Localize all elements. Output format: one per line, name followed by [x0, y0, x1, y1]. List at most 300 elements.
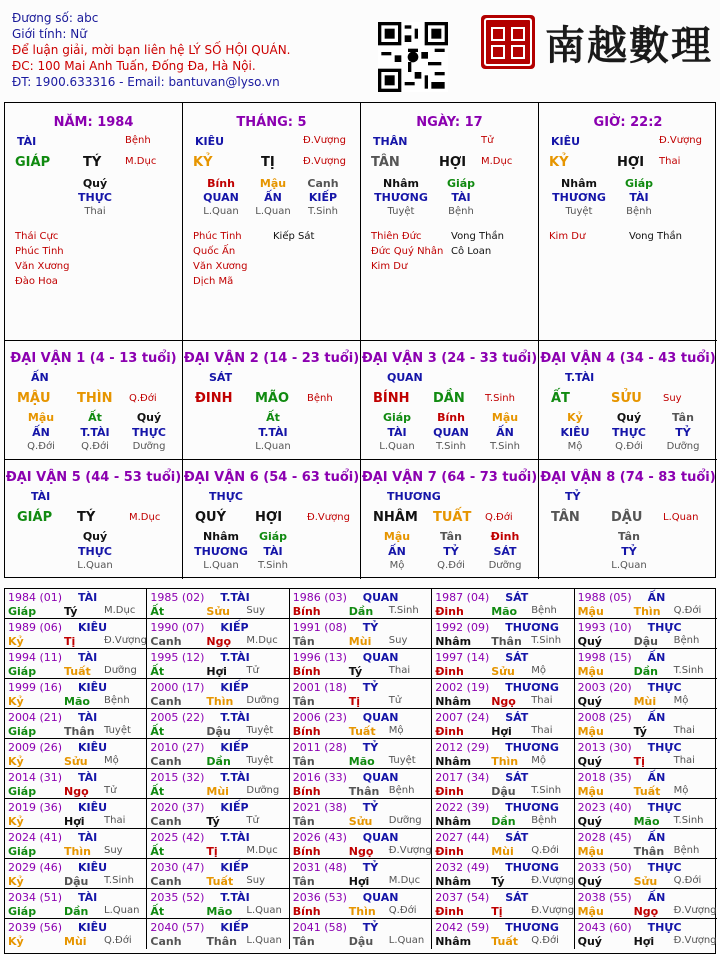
year-stem: Kỷ — [8, 635, 24, 648]
year-branch: Tuất — [348, 725, 376, 738]
year-state: T.Sinh — [531, 635, 562, 646]
dai-van-hidden-stem: Tân — [672, 411, 694, 424]
year-stem: Mậu — [577, 845, 604, 858]
hidden-state: Tuyệt — [387, 206, 415, 217]
year-state: Mộ — [673, 695, 689, 706]
year-label: 2016 (33) — [292, 771, 347, 784]
year-cell — [575, 589, 717, 619]
year-state: Bệnh — [531, 605, 557, 616]
dai-van-branch: TÝ — [77, 510, 96, 525]
year-state: M.Dục — [104, 605, 136, 616]
year-branch: Thìn — [64, 845, 91, 858]
year-stem: Nhâm — [435, 935, 472, 948]
year-branch: Sửu — [491, 665, 515, 678]
year-cell — [147, 649, 289, 679]
year-label: 2003 (20) — [577, 681, 632, 694]
year-label: 2024 (41) — [8, 831, 63, 844]
year-label: 1998 (15) — [577, 651, 632, 664]
year-branch: Mão — [206, 905, 233, 918]
year-branch: Tý — [633, 725, 647, 738]
dai-van-title: ĐẠI VẬN 3 (24 - 33 tuổi) — [361, 351, 538, 366]
year-label: 2029 (46) — [8, 861, 63, 874]
year-branch: Thân — [64, 725, 95, 738]
year-god: KIÊU — [78, 741, 108, 754]
dai-van-stem: ĐINH — [195, 391, 233, 406]
year-cell — [147, 739, 289, 769]
year-state: Suy — [246, 605, 265, 616]
year-label: 1984 (01) — [8, 591, 63, 604]
year-state: Dưỡng — [388, 815, 422, 826]
year-branch: Tuất — [64, 665, 91, 678]
dai-van-hidden-god: ẤN — [388, 545, 406, 558]
year-stem: Giáp — [8, 665, 37, 678]
dai-van-hidden-god: TÀI — [387, 426, 407, 439]
year-cell — [147, 679, 289, 709]
dai-van-state: M.Dục — [129, 512, 161, 523]
year-label: 2028 (45) — [577, 831, 632, 844]
year-cell — [290, 799, 432, 829]
dai-van-state: Đ.Vượng — [307, 512, 350, 523]
hidden-god: KIẾP — [308, 191, 338, 204]
dai-van-stem-god: TỶ — [565, 490, 581, 503]
year-stem: Quý — [577, 815, 602, 828]
dai-van-hidden-god: THỰC — [132, 426, 166, 439]
year-god: THỰC — [647, 921, 682, 934]
dai-van-state: Suy — [663, 393, 682, 404]
year-stem: Giáp — [8, 845, 37, 858]
year-stem: Bính — [292, 665, 321, 678]
year-state: Mộ — [531, 755, 546, 766]
inauspicious-star: Cô Loan — [451, 246, 492, 257]
year-state: Tử — [246, 665, 259, 676]
dai-van-state: Q.Đới — [129, 393, 157, 404]
year-stem: Ất — [150, 665, 165, 678]
auspicious-star: Kim Dư — [371, 261, 408, 272]
year-label: 2023 (40) — [577, 801, 632, 814]
auspicious-star: Thái Cực — [15, 231, 59, 242]
year-label: 2030 (47) — [150, 861, 205, 874]
year-state: M.Dục — [246, 635, 278, 646]
year-stem: Ất — [150, 605, 165, 618]
dai-van-hidden-state: Dưỡng — [488, 560, 522, 571]
auspicious-star: Quốc Ấn — [193, 246, 236, 257]
year-stem: Bính — [292, 725, 321, 738]
dai-van-hidden-state: Q.Đới — [27, 441, 55, 452]
year-state: Dưỡng — [246, 695, 280, 706]
dai-van-hidden-god: T.TÀI — [258, 426, 288, 439]
dai-van-cell — [5, 341, 183, 460]
red-seal-icon — [478, 12, 538, 72]
year-stem: Ất — [150, 725, 165, 738]
year-label: 2005 (22) — [150, 711, 205, 724]
year-cell — [432, 709, 574, 739]
year-stem: Tân — [292, 635, 315, 648]
year-god: TỶ — [362, 801, 379, 814]
year-branch: Hợi — [348, 875, 370, 888]
year-god: SÁT — [505, 591, 529, 604]
year-god: ẤN — [647, 831, 666, 844]
year-stem: Bính — [292, 785, 321, 798]
year-cell — [290, 769, 432, 799]
dai-van-hidden-stem: Kỷ — [567, 411, 583, 424]
year-state: Q.Đới — [531, 935, 559, 946]
year-god: SÁT — [505, 711, 529, 724]
dai-van-branch: HỢI — [255, 510, 283, 525]
dai-van-hidden-state: T.Sinh — [436, 441, 466, 452]
year-god: THỰC — [647, 741, 682, 754]
earthly-branch: TỊ — [261, 155, 275, 170]
year-label: 2038 (55) — [577, 891, 632, 904]
dai-van-hidden-god: TÀI — [263, 545, 283, 558]
dai-van-hidden-stem: Bính — [437, 411, 465, 424]
year-label: 2041 (58) — [292, 921, 347, 934]
year-stem: Đinh — [435, 845, 464, 858]
year-state: L.Quan — [388, 935, 425, 946]
dai-van-hidden-state: Dưỡng — [132, 441, 166, 452]
dai-van-hidden-stem: Ất — [266, 411, 280, 424]
dai-van-branch: THÌN — [77, 391, 113, 406]
year-god: ẤN — [647, 591, 666, 604]
branch-state: M.Dục — [125, 156, 157, 167]
branch-state: Thai — [659, 156, 681, 167]
year-branch: Tý — [64, 605, 78, 618]
year-branch: Dậu — [64, 875, 89, 888]
hidden-god: THỰC — [78, 191, 112, 204]
year-label: 2040 (57) — [150, 921, 205, 934]
pillar-grid — [4, 102, 716, 578]
year-stem: Ất — [150, 845, 165, 858]
year-state: Bệnh — [673, 845, 700, 856]
year-state: Q.Đới — [531, 845, 559, 856]
auspicious-star: Phúc Tinh — [193, 231, 242, 242]
dai-van-hidden-stem: Giáp — [258, 530, 288, 543]
year-branch: Thìn — [348, 905, 376, 918]
contact-phone-email: ĐT: 1900.633316 - Email: bantuvan@lyso.vn — [12, 75, 280, 89]
year-branch: Ngọ — [206, 635, 232, 648]
year-cell — [575, 919, 717, 949]
owner-gender: Giới tính: Nữ — [12, 27, 87, 41]
heavenly-stem: KỶ — [193, 155, 213, 170]
dai-van-hidden-god: KIÊU — [560, 426, 590, 439]
year-label: 2021 (38) — [292, 801, 347, 814]
year-god: SÁT — [505, 771, 529, 784]
hidden-god: THƯƠNG — [552, 191, 606, 204]
year-state: Mộ — [531, 665, 546, 676]
pillar-title: GIỜ: 22:2 — [593, 115, 663, 130]
year-label: 2031 (48) — [292, 861, 347, 874]
dai-van-branch: DẬU — [611, 510, 643, 525]
year-branch: Sửu — [348, 815, 373, 828]
dai-van-stem: NHÂM — [373, 510, 418, 525]
hidden-stem: Nhâm — [561, 177, 597, 190]
hidden-stem: Nhâm — [383, 177, 419, 190]
year-state: Suy — [388, 635, 408, 646]
year-branch: Tý — [206, 815, 220, 828]
year-god: KIÊU — [78, 621, 108, 634]
dai-van-hidden-state: Q.Đới — [437, 560, 465, 571]
year-god: TÀI — [78, 711, 98, 724]
year-branch: Mão — [64, 695, 90, 708]
year-state: Suy — [104, 845, 123, 856]
year-label: 1993 (10) — [577, 621, 632, 634]
year-branch: Tuất — [206, 875, 234, 888]
year-label: 2039 (56) — [8, 921, 63, 934]
year-branch: Tị — [348, 695, 361, 708]
year-stem: Kỷ — [8, 875, 24, 888]
year-god: KIÊU — [78, 861, 108, 874]
year-state: T.Sinh — [388, 605, 419, 616]
dai-van-hidden-state: Mộ — [567, 441, 583, 452]
dai-van-hidden-stem: Mậu — [383, 530, 411, 543]
hidden-stem: Canh — [307, 177, 339, 190]
year-branch: Tuất — [633, 785, 661, 798]
year-stem: Nhâm — [435, 635, 472, 648]
year-cell — [5, 799, 147, 829]
year-state: Tử — [104, 785, 117, 796]
year-cell — [575, 679, 717, 709]
dai-van-hidden-state: Dưỡng — [666, 441, 700, 452]
year-label: 2025 (42) — [150, 831, 205, 844]
auspicious-star: Đào Hoa — [15, 276, 58, 287]
year-label: 1996 (13) — [292, 651, 347, 664]
year-state: Bệnh — [673, 635, 700, 646]
dai-van-title: ĐẠI VẬN 4 (34 - 43 tuổi) — [540, 351, 716, 366]
year-cell — [432, 589, 574, 619]
year-stem: Đinh — [435, 905, 464, 918]
year-cell — [575, 739, 717, 769]
year-label: 1994 (11) — [8, 651, 63, 664]
year-cell — [290, 589, 432, 619]
hidden-stem: Bính — [207, 177, 235, 190]
year-branch: Hợi — [206, 665, 227, 678]
year-god: TÀI — [78, 651, 98, 664]
year-branch: Tị — [491, 905, 503, 918]
dai-van-title: ĐẠI VẬN 7 (64 - 73 tuổi) — [361, 470, 538, 485]
year-cell — [5, 619, 147, 649]
year-state: Bệnh — [104, 695, 130, 706]
year-branch: Tý — [348, 665, 363, 678]
year-state: Q.Đới — [673, 875, 702, 886]
year-branch: Dần — [491, 815, 516, 828]
year-god: THỰC — [647, 681, 682, 694]
year-state: Thai — [104, 815, 126, 826]
year-state: Tuyệt — [246, 725, 274, 736]
year-cell — [432, 889, 574, 919]
year-stem: Giáp — [8, 785, 37, 798]
year-state: Q.Đới — [388, 905, 417, 916]
hidden-god: TÀI — [629, 191, 649, 204]
dai-van-hidden-stem: Quý — [616, 411, 642, 424]
year-label: 2009 (26) — [8, 741, 63, 754]
year-cell — [432, 679, 574, 709]
year-branch: Mùi — [491, 845, 514, 858]
year-state: Thai — [531, 695, 553, 706]
dai-van-hidden-god: THỰC — [612, 426, 646, 439]
year-god: TỶ — [362, 861, 379, 874]
year-god: KIẾP — [220, 801, 249, 814]
year-cell — [147, 709, 289, 739]
dai-van-hidden-state: L.Quan — [379, 441, 415, 452]
year-stem: Canh — [150, 695, 182, 708]
year-cell — [5, 889, 147, 919]
year-branch: Thân — [206, 935, 237, 948]
year-god: T.TÀI — [220, 771, 250, 784]
year-god: THƯƠNG — [505, 921, 559, 934]
hidden-god: TÀI — [451, 191, 471, 204]
year-god: KIÊU — [78, 801, 108, 814]
year-label: 2036 (53) — [292, 891, 347, 904]
year-state: Q.Đới — [673, 605, 702, 616]
dai-van-hidden-god: TỶ — [443, 545, 459, 558]
year-god: THƯƠNG — [505, 861, 559, 874]
dai-van-stem: QUÝ — [195, 510, 227, 525]
year-stem: Kỷ — [8, 755, 24, 768]
year-god: KIẾP — [220, 861, 249, 874]
year-branch: Mùi — [64, 935, 87, 948]
contact-address: ĐC: 100 Mai Anh Tuấn, Đống Đa, Hà Nội. — [12, 59, 256, 73]
dai-van-branch: TUẤT — [433, 510, 472, 525]
dai-van-cell — [5, 460, 183, 579]
year-god: QUAN — [362, 651, 399, 664]
dai-van-title: ĐẠI VẬN 8 (74 - 83 tuổi) — [540, 470, 716, 485]
year-branch: Dần — [206, 755, 231, 768]
earthly-branch: HỢI — [439, 155, 467, 170]
year-state: Đ.Vượng — [531, 875, 575, 886]
auspicious-star: Kim Dư — [549, 231, 586, 242]
year-state: Đ.Vượng — [673, 935, 717, 946]
dai-van-hidden-stem: Nhâm — [203, 530, 239, 543]
inauspicious-star: Kiếp Sát — [273, 231, 315, 242]
dai-van-stem-god: TÀI — [31, 490, 51, 503]
year-label: 2026 (43) — [292, 831, 347, 844]
contact-note: Để luận giải, mời bạn liên hệ LÝ SỐ HỘI QUÁN. — [12, 43, 291, 57]
year-stem: Bính — [292, 905, 321, 918]
pillar-stem-state: Tử — [481, 135, 494, 146]
year-cell — [432, 739, 574, 769]
year-label: 2020 (37) — [150, 801, 205, 814]
year-label: 2027 (44) — [435, 831, 490, 844]
year-god: KIÊU — [78, 681, 108, 694]
dai-van-hidden-god: T.TÀI — [80, 426, 110, 439]
year-branch: Tị — [64, 635, 76, 648]
dai-van-hidden-state: T.Sinh — [490, 441, 520, 452]
hidden-stem: Giáp — [446, 177, 476, 190]
year-god: THƯƠNG — [505, 681, 559, 694]
year-god: TỶ — [362, 921, 379, 934]
pillar-stem-god: THÂN — [373, 135, 408, 148]
hidden-god: QUAN — [203, 191, 239, 204]
year-cell — [5, 919, 147, 949]
year-stem: Nhâm — [435, 695, 472, 708]
hidden-stem: Giáp — [624, 177, 654, 190]
year-state: L.Quan — [246, 905, 282, 916]
year-state: Mộ — [104, 755, 119, 766]
year-stem: Đinh — [435, 665, 464, 678]
year-cell — [290, 679, 432, 709]
year-branch: Hợi — [633, 935, 655, 948]
year-god: T.TÀI — [220, 591, 250, 604]
year-god: QUAN — [362, 891, 399, 904]
year-cell — [575, 769, 717, 799]
year-god: KIẾP — [220, 621, 249, 634]
branch-state: M.Dục — [481, 156, 513, 167]
year-god: THƯƠNG — [505, 621, 559, 634]
year-god: QUAN — [362, 711, 399, 724]
year-branch: Sửu — [633, 875, 658, 888]
dai-van-hidden-god: TỶ — [621, 545, 637, 558]
dai-van-stem: MẬU — [17, 391, 51, 406]
year-god: THỰC — [647, 861, 682, 874]
qr-code-icon — [378, 22, 448, 92]
year-stem: Nhâm — [435, 875, 472, 888]
year-cell — [290, 739, 432, 769]
year-god: ẤN — [647, 771, 666, 784]
year-label: 2011 (28) — [292, 741, 347, 754]
year-stem: Giáp — [8, 905, 37, 918]
dai-van-cell — [539, 341, 717, 460]
year-branch: Dậu — [206, 725, 231, 738]
pillar-title: NĂM: 1984 — [53, 115, 134, 130]
hidden-state: Tuyệt — [565, 206, 593, 217]
year-cell — [5, 649, 147, 679]
year-branch: Dậu — [633, 635, 658, 648]
year-state: Bệnh — [388, 785, 415, 796]
dai-van-stem: ẤT — [551, 391, 570, 406]
dai-van-hidden-stem: Tân — [618, 530, 640, 543]
year-cell — [432, 829, 574, 859]
hidden-god: THƯƠNG — [374, 191, 428, 204]
year-state: Dưỡng — [246, 785, 280, 796]
year-label: 2004 (21) — [8, 711, 63, 724]
dai-van-hidden-state: T.Sinh — [258, 560, 288, 571]
year-label: 2043 (60) — [577, 921, 632, 934]
year-cell — [575, 829, 717, 859]
year-branch: Tuất — [491, 935, 518, 948]
year-label: 1995 (12) — [150, 651, 205, 664]
year-god: KIẾP — [220, 741, 249, 754]
dai-van-hidden-state: Q.Đới — [615, 441, 643, 452]
dai-van-state: L.Quan — [663, 512, 699, 523]
year-state: Đ.Vượng — [104, 635, 147, 646]
year-cell — [432, 919, 574, 949]
year-state: Đ.Vượng — [673, 905, 717, 916]
year-stem: Ất — [150, 785, 165, 798]
year-label: 2000 (17) — [150, 681, 205, 694]
year-stem: Giáp — [8, 605, 37, 618]
dai-van-hidden-god: ẤN — [32, 426, 50, 439]
year-cell — [575, 709, 717, 739]
dai-van-hidden-state: L.Quan — [203, 560, 239, 571]
inauspicious-star: Vong Thần — [629, 231, 682, 242]
year-god: KIÊU — [78, 921, 108, 934]
hidden-state: T.Sinh — [308, 206, 338, 217]
heavenly-stem: TÂN — [371, 155, 400, 170]
year-stem: Tân — [292, 875, 315, 888]
hidden-stem: Mậu — [259, 177, 287, 190]
year-branch: Dần — [64, 905, 89, 918]
year-stem: Ất — [150, 905, 165, 918]
branch-state: Đ.Vượng — [303, 156, 346, 167]
year-state: Mộ — [673, 785, 689, 796]
year-label: 1997 (14) — [435, 651, 490, 664]
year-branch: Hợi — [491, 725, 512, 738]
dai-van-hidden-stem: Quý — [82, 530, 108, 543]
dai-van-hidden-stem: Đinh — [490, 530, 520, 543]
year-cell — [5, 709, 147, 739]
year-branch: Thân — [348, 785, 380, 798]
year-stem: Bính — [292, 605, 321, 618]
brand-title: 南越數理 — [545, 22, 713, 69]
